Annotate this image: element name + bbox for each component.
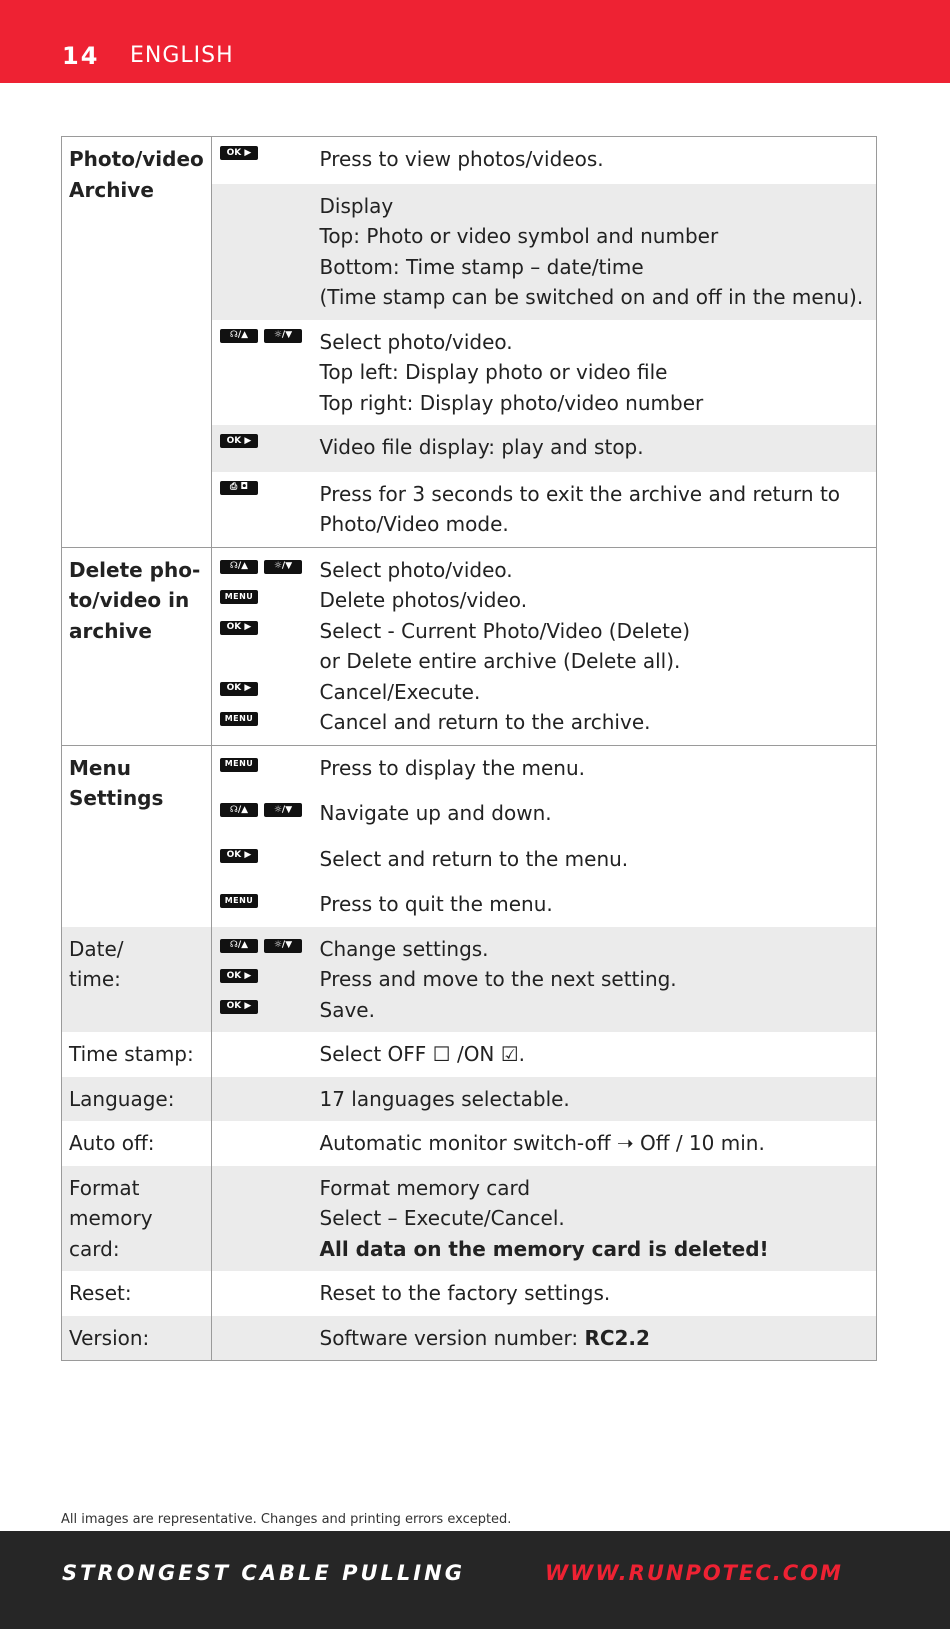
table-row — [62, 137, 877, 184]
menu-key-icon: MENU — [220, 590, 258, 604]
ok-key-icon: OK ▶ — [220, 1000, 258, 1014]
footer-url: WWW.RUNPOTEC.COM — [545, 1561, 843, 1585]
table-cell: Press to view photos/videos. — [320, 137, 877, 184]
table-cell: Select photo/video. Top left: Display photo or video file Top right: Display photo/video number — [319, 329, 704, 415]
table-cell: Display Top: Photo or video symbol and number Bottom: Time stamp – date/time (Time stamp can be switched on and off in the menu). — [320, 184, 877, 320]
page-header — [0, 0, 950, 83]
table-row — [62, 1271, 877, 1316]
menu-key-icon: MENU — [220, 758, 258, 772]
table-row — [62, 1032, 877, 1077]
table-row — [62, 1316, 877, 1361]
ok-key-icon: OK ▶ — [220, 621, 258, 635]
down-key-icon: ☼/▼ — [264, 329, 302, 343]
table-row — [62, 1121, 877, 1166]
footer-slogan: STRONGEST CABLE PULLING — [62, 1561, 465, 1585]
table-cell: Select photo/video. Delete photos/video. Select - Current Photo/Video (Delete) or Delete entire archive (Delete all). Cancel/Execute. Cancel and return to the archive. — [320, 547, 877, 745]
mode-key-icon: ⎙ ◘ — [220, 481, 258, 495]
table-cell: Press to display the menu. Navigate up and down. Select and return to the menu. Press to quit the menu. — [320, 745, 877, 927]
setting-label-reset: Reset: — [62, 1271, 212, 1316]
page-footer — [0, 1531, 950, 1629]
table-row — [62, 1077, 877, 1122]
section-title-menu: Menu Settings — [62, 745, 212, 927]
version-number: RC2.2 — [584, 1325, 650, 1350]
up-key-icon: ☊/▲ — [220, 560, 258, 574]
table-cell: Change settings. Press and move to the next setting. Save. — [320, 927, 877, 1033]
table-cell: Press for 3 seconds to exit the archive and return to Photo/Video mode. — [319, 481, 841, 536]
table-row — [62, 1166, 877, 1272]
setting-label-version: Version: — [62, 1316, 212, 1361]
section-title-photo-archive: Photo/video Archive — [62, 137, 212, 548]
up-key-icon: ☊/▲ — [220, 803, 258, 817]
down-key-icon: ☼/▼ — [264, 939, 302, 953]
down-key-icon: ☼/▼ — [264, 803, 302, 817]
table-cell: Select OFF ☐ /ON ☑. — [319, 1042, 526, 1066]
table-cell: Reset to the factory settings. — [319, 1281, 611, 1305]
ok-key-icon: OK ▶ — [220, 969, 258, 983]
ok-key-icon: OK ▶ — [220, 849, 258, 863]
setting-label-auto-off: Auto off: — [62, 1121, 212, 1166]
ok-key-icon: OK ▶ — [220, 434, 258, 448]
table-cell: Software version number: RC2.2 — [320, 1316, 877, 1361]
section-title-delete: Delete pho- to/video in archive — [62, 547, 212, 745]
language-label: ENGLISH — [130, 43, 234, 68]
table-cell: Format memory card Select – Execute/Cancel. All data on the memory card is deleted! — [320, 1166, 877, 1272]
table-cell: Video file display: play and stop. — [320, 425, 877, 472]
footnote: All images are representative. Changes and printing errors excepted. — [61, 1512, 512, 1527]
menu-key-icon: MENU — [220, 894, 258, 908]
page-number: 14 — [62, 42, 100, 70]
table-row — [62, 547, 877, 745]
menu-key-icon: MENU — [220, 712, 258, 726]
table-cell: 17 languages selectable. — [320, 1077, 877, 1122]
ok-key-icon: OK ▶ — [220, 146, 258, 160]
ok-key-icon: OK ▶ — [220, 682, 258, 696]
setting-label-date-time: Date/ time: — [62, 927, 212, 1033]
table-row — [62, 745, 877, 927]
up-key-icon: ☊/▲ — [220, 329, 258, 343]
table-cell: Automatic monitor switch-off ➝ Off / 10 min. — [319, 1131, 765, 1155]
setting-label-format: Format memory card: — [62, 1166, 212, 1272]
instructions-table — [61, 136, 877, 1361]
down-key-icon: ☼/▼ — [264, 560, 302, 574]
table-row — [62, 927, 877, 1033]
up-key-icon: ☊/▲ — [220, 939, 258, 953]
setting-label-language: Language: — [62, 1077, 212, 1122]
warning-text: All data on the memory card is deleted! — [319, 1236, 769, 1261]
setting-label-time-stamp: Time stamp: — [62, 1032, 212, 1077]
